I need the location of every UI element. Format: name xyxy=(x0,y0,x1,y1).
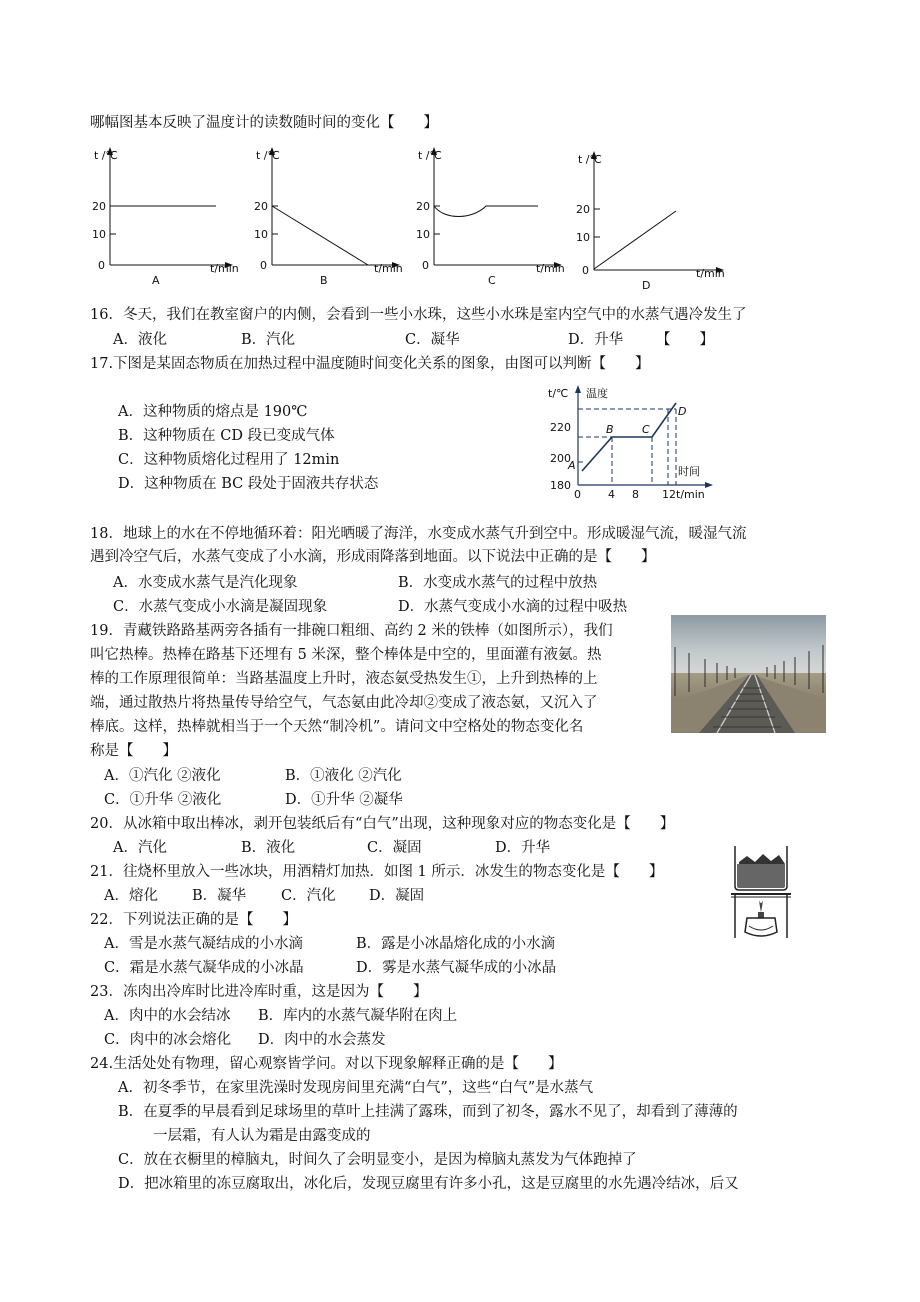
q17-chart-ytitle: 温度 xyxy=(586,387,608,400)
q17-chart-ytick-180: 180 xyxy=(550,479,571,492)
q20-option-c: C．凝固 xyxy=(367,840,422,856)
q24-option-d: D．把冰箱里的冻豆腐取出，冰化后，发现豆腐里有许多小孔，这是豆腐里的水先遇冷结冰，后又 xyxy=(118,1176,739,1192)
q22-option-b: B．露是小冰晶熔化成的小水滴 xyxy=(356,936,556,952)
q20-option-a: A．汽化 xyxy=(113,840,167,856)
q21-option-d: D．凝固 xyxy=(369,888,425,904)
q16-option-d: D．升华 xyxy=(568,332,624,348)
q15-graph-c xyxy=(412,145,572,299)
q15-graph-a xyxy=(88,145,238,299)
graph-a-tick-0: 0 xyxy=(98,259,105,272)
q19-stem-line-5: 棒底。这样，热棒就相当于一个天然“制冷机”。请问文中空格处的物态变化名 xyxy=(90,719,584,735)
q17-chart xyxy=(540,383,720,505)
q17-option-a: A．这种物质的熔点是 190℃ xyxy=(118,404,308,420)
graph-c-xlabel: t/min xyxy=(536,262,565,275)
q17-chart-xtick-12: 12 xyxy=(662,488,676,501)
q16-option-a: A．液化 xyxy=(113,332,167,348)
q18-option-d: D．水蒸气变成小水滴的过程中吸热 xyxy=(398,599,628,615)
q17-stem: 17.下图是某固态物质在加热过程中温度随时间变化关系的图象，由图可以判断【 】 xyxy=(90,356,650,372)
q17-point-c: C xyxy=(642,423,650,436)
q18-stem-line-2: 遇到冷空气后，水蒸气变成了小水滴，形成雨降落到地面。以下说法中正确的是【 】 xyxy=(90,549,656,565)
q18-option-a: A．水变成水蒸气是汽化现象 xyxy=(113,575,298,591)
q15-graph-d xyxy=(574,145,734,299)
graph-b-tick-10: 10 xyxy=(254,228,268,241)
q18-stem-line-1: 18．地球上的水在不停地循环着：阳光晒暖了海洋，水变成水蒸气升到空中。形成暖湿气流，暖湿气流 xyxy=(90,526,747,542)
q21-option-c: C．汽化 xyxy=(281,888,336,904)
q24-option-b-line-2: 一层霜，有人认为霜是由露变成的 xyxy=(153,1128,371,1144)
graph-d-xlabel: t/min xyxy=(696,267,725,280)
graph-a-tick-10: 10 xyxy=(92,228,106,241)
q17-option-d: D．这种物质在 BC 段处于固液共存状态 xyxy=(118,476,379,492)
q19-option-b: B．①液化 ②汽化 xyxy=(285,768,402,784)
graph-b-tick-20: 20 xyxy=(254,200,268,213)
q17-option-c: C．这种物质熔化过程用了 12min xyxy=(118,452,340,468)
q17-point-a: A xyxy=(568,459,576,472)
q19-stem-line-6: 称是【 】 xyxy=(90,743,177,759)
q16-stem: 16．冬天，我们在教室窗户的内侧，会看到一些小水珠，这些小水珠是室内空气中的水蒸气遇冷发生了 xyxy=(90,307,747,323)
graph-b-xlabel: t/min xyxy=(374,262,403,275)
graph-a-xlabel: t/min xyxy=(210,262,239,275)
graph-a-tick-20: 20 xyxy=(92,200,106,213)
q16-answer-bracket: 【 】 xyxy=(656,332,714,348)
q20-option-d: D．升华 xyxy=(495,840,551,856)
q22-option-a: A．雪是水蒸气凝结成的小水滴 xyxy=(104,936,303,952)
q19-option-a: A．①汽化 ②液化 xyxy=(104,768,221,784)
q21-option-a: A．熔化 xyxy=(104,888,158,904)
q18-option-c: C．水蒸气变成小水滴是凝固现象 xyxy=(113,599,328,615)
q17-point-b: B xyxy=(606,423,614,436)
graph-d-letter: D xyxy=(642,279,651,292)
railway-photo xyxy=(671,615,826,733)
q17-chart-xunit: t/min xyxy=(676,488,705,501)
q16-options xyxy=(113,331,714,349)
beaker-burner-figure xyxy=(727,842,797,946)
graph-c-tick-10: 10 xyxy=(416,228,430,241)
q15-stem: 哪幅图基本反映了温度计的读数随时间的变化【 】 xyxy=(90,115,438,131)
q17-chart-xtick-4: 4 xyxy=(608,488,615,501)
q17-option-b: B．这种物质在 CD 段已变成气体 xyxy=(118,428,335,444)
q24-stem: 24.生活处处有物理，留心观察皆学问。对以下现象解释正确的是【 】 xyxy=(90,1056,563,1072)
q17-chart-xtick-8: 8 xyxy=(632,488,639,501)
q21-stem: 21．往烧杯里放入一些冰块，用酒精灯加热．如图 1 所示．冰发生的物态变化是【 】 xyxy=(90,864,664,880)
graph-c-ylabel: t /℃ xyxy=(418,149,442,162)
graph-b-ylabel: t /℃ xyxy=(256,149,280,162)
graph-a-ylabel: t /℃ xyxy=(94,149,118,162)
q19-option-c: C．①升华 ②液化 xyxy=(104,792,222,808)
q19-stem-line-2: 叫它热棒。热棒在路基下还埋有 5 米深，整个棒体是中空的，里面灌有液氨。热 xyxy=(90,647,602,663)
q17-chart-ytick-200: 200 xyxy=(550,452,571,465)
graph-c-tick-20: 20 xyxy=(416,200,430,213)
q18-option-b: B．水变成水蒸气的过程中放热 xyxy=(398,575,598,591)
q17-point-d: D xyxy=(678,405,687,418)
q19-option-d: D．①升华 ②凝华 xyxy=(285,792,403,808)
q20-option-b: B．液化 xyxy=(241,840,296,856)
q17-chart-ytick-220: 220 xyxy=(550,421,571,434)
q19-stem-line-1: 19．青藏铁路路基两旁各插有一排碗口粗细、高约 2 米的铁棒（如图所示），我们 xyxy=(90,623,613,639)
q17-chart-xtitle: 时间 xyxy=(678,465,700,478)
graph-b-letter: B xyxy=(320,274,328,287)
q23-option-a: A．肉中的水会结冰 xyxy=(104,1008,231,1024)
q21-options xyxy=(104,887,424,905)
graph-c-tick-0: 0 xyxy=(422,259,429,272)
graph-d-ylabel: t /℃ xyxy=(578,153,602,166)
q15-graph-b xyxy=(250,145,410,299)
q23-option-b: B．库内的水蒸气凝华附在肉上 xyxy=(258,1008,458,1024)
q16-option-b: B．汽化 xyxy=(241,332,296,348)
q24-option-b-line-1: B．在夏季的早晨看到足球场里的草叶上挂满了露珠，而到了初冬，露水不见了，却看到了薄薄的 xyxy=(118,1104,738,1120)
q16-option-c: C．凝华 xyxy=(405,332,460,348)
graph-b-tick-0: 0 xyxy=(260,259,267,272)
graph-d-tick-20: 20 xyxy=(576,203,590,216)
q22-option-c: C．霜是水蒸气凝华成的小冰晶 xyxy=(104,960,304,976)
q23-stem: 23．冻肉出冷库时比进冷库时重，这是因为【 】 xyxy=(90,984,428,1000)
q23-option-d: D．肉中的水会蒸发 xyxy=(258,1032,386,1048)
q19-stem-line-4: 端，通过散热片将热量传导给空气，气态氨由此冷却②变成了液态氨，又沉入了 xyxy=(90,695,598,711)
q21-option-b: B．凝华 xyxy=(192,888,247,904)
graph-c-letter: C xyxy=(488,274,496,287)
graph-d-tick-0: 0 xyxy=(582,264,589,277)
q19-stem-line-3: 棒的工作原理很简单：当路基温度上升时，液态氨受热发生①，上升到热棒的上 xyxy=(90,671,598,687)
q20-stem: 20．从冰箱中取出棒冰，剥开包装纸后有“白气”出现，这种现象对应的物态变化是【 】 xyxy=(90,816,675,832)
q17-chart-xtick-0: 0 xyxy=(574,488,581,501)
q20-options xyxy=(113,839,550,857)
q23-option-c: C．肉中的冰会熔化 xyxy=(104,1032,232,1048)
q24-option-a: A．初冬季节，在家里洗澡时发现房间里充满“白气”，这些“白气”是水蒸气 xyxy=(118,1080,594,1096)
graph-d-tick-10: 10 xyxy=(576,231,590,244)
graph-a-letter: A xyxy=(152,274,160,287)
q17-chart-ylabel: t/℃ xyxy=(548,387,569,400)
q24-option-c: C．放在衣橱里的樟脑丸，时间久了会明显变小，是因为樟脑丸蒸发为气体跑掉了 xyxy=(118,1152,637,1168)
q22-option-d: D．雾是水蒸气凝华成的小冰晶 xyxy=(356,960,557,976)
q22-stem: 22．下列说法正确的是【 】 xyxy=(90,912,297,928)
